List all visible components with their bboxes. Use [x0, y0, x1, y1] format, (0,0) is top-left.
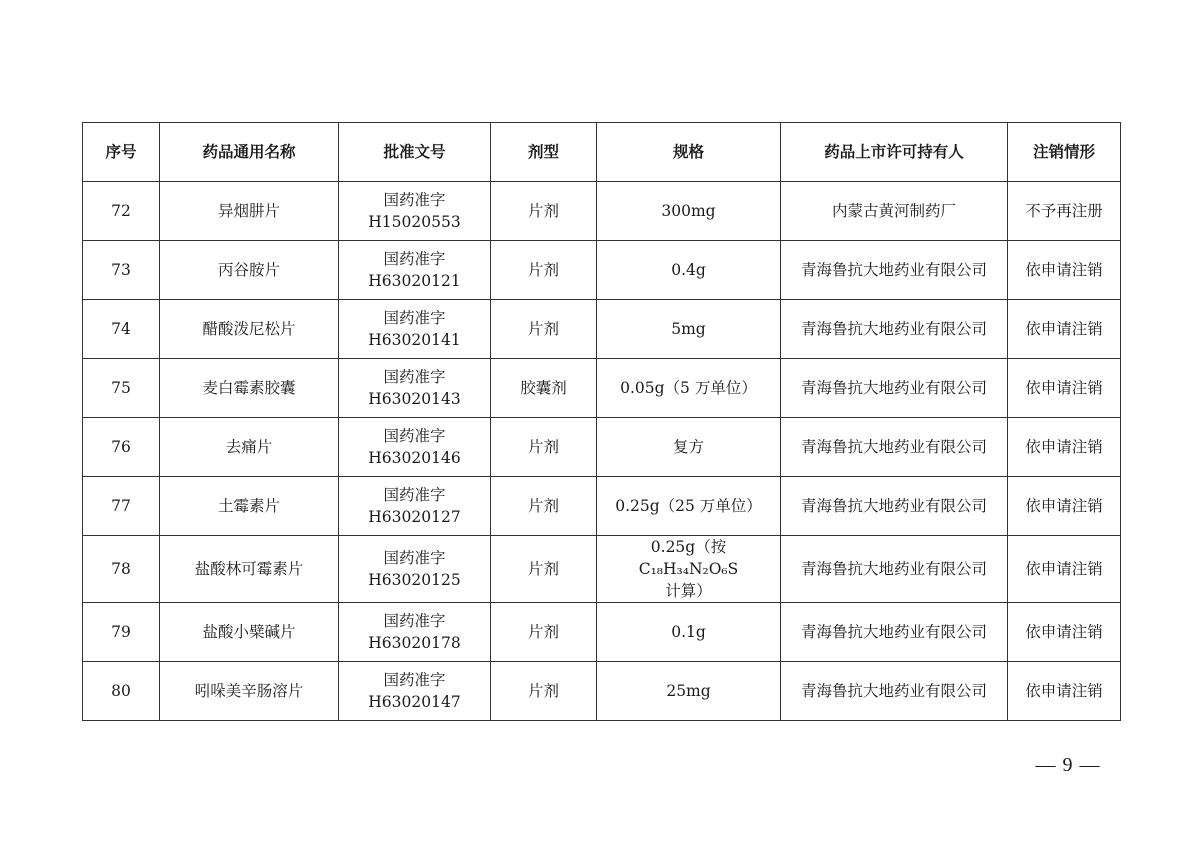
drug-name-cell-text: 盐酸小檗碱片	[202, 623, 296, 641]
license-holder-cell-text: 青海鲁抗大地药业有限公司	[800, 560, 987, 578]
drug-name-cell-text: 麦白霉素胶囊	[202, 379, 296, 397]
row-number-cell-text: 74	[111, 320, 131, 338]
drug-cancellation-table	[82, 122, 1121, 721]
cancellation-status-cell	[1008, 241, 1121, 300]
dosage-form-cell	[491, 418, 597, 477]
approval-number-cell-text: H15020553	[368, 213, 461, 231]
dosage-form-cell-text: 片剂	[527, 560, 559, 578]
approval-number-cell-text: 国药准字	[383, 612, 446, 630]
cancellation-status-cell-text: 依申请注销	[1025, 438, 1103, 456]
row-number-cell-text: 78	[111, 560, 131, 578]
row-number-cell	[83, 241, 160, 300]
specification-cell-text: 5mg	[671, 320, 706, 338]
license-holder-cell	[781, 241, 1008, 300]
dosage-form-cell	[491, 603, 597, 662]
cancellation-status-cell-text: 依申请注销	[1025, 682, 1103, 700]
license-holder-cell-text: 青海鲁抗大地药业有限公司	[800, 497, 987, 515]
drug-name-cell-text: 醋酸泼尼松片	[202, 320, 296, 338]
table-body	[83, 182, 1121, 721]
cancellation-status-cell-text: 依申请注销	[1025, 261, 1103, 279]
specification-cell	[597, 300, 781, 359]
dosage-form-cell-text: 片剂	[527, 320, 559, 338]
table-row	[83, 418, 1121, 477]
row-number-cell-text: 76	[111, 438, 131, 456]
approval-number-cell	[339, 662, 491, 721]
table-row	[83, 662, 1121, 721]
drug-name-cell-text: 丙谷胺片	[217, 261, 280, 279]
license-holder-cell	[781, 536, 1008, 603]
column-header: 药品上市许可持有人	[781, 123, 1008, 182]
drug-name-cell-text: 盐酸林可霉素片	[194, 560, 304, 578]
table-row	[83, 300, 1121, 359]
table-row	[83, 477, 1121, 536]
drug-name-cell	[160, 300, 339, 359]
specification-cell	[597, 418, 781, 477]
drug-name-cell	[160, 359, 339, 418]
table-row	[83, 536, 1121, 603]
approval-number-cell-text: 国药准字	[383, 309, 446, 327]
approval-number-cell	[339, 536, 491, 603]
license-holder-cell-text: 青海鲁抗大地药业有限公司	[800, 623, 987, 641]
dosage-form-cell-text: 片剂	[527, 202, 559, 220]
specification-cell	[597, 182, 781, 241]
cancellation-status-cell	[1008, 359, 1121, 418]
table-row	[83, 359, 1121, 418]
approval-number-cell-text: 国药准字	[383, 427, 446, 445]
specification-cell	[597, 241, 781, 300]
approval-number-cell-text: H63020125	[368, 571, 461, 589]
license-holder-cell	[781, 359, 1008, 418]
specification-cell	[597, 603, 781, 662]
column-header: 注销情形	[1008, 123, 1121, 182]
dosage-form-cell-text: 片剂	[527, 497, 559, 515]
approval-number-cell	[339, 603, 491, 662]
dosage-form-cell	[491, 300, 597, 359]
cancellation-status-cell	[1008, 418, 1121, 477]
row-number-cell-text: 72	[111, 202, 131, 220]
drug-name-cell	[160, 662, 339, 721]
row-number-cell	[83, 477, 160, 536]
license-holder-cell-text: 青海鲁抗大地药业有限公司	[800, 682, 987, 700]
dosage-form-cell-text: 片剂	[527, 438, 559, 456]
dosage-form-cell	[491, 359, 597, 418]
row-number-cell	[83, 662, 160, 721]
approval-number-cell-text: 国药准字	[383, 486, 446, 504]
approval-number-cell	[339, 418, 491, 477]
dosage-form-cell-text: 片剂	[527, 623, 559, 641]
approval-number-cell-text: 国药准字	[383, 671, 446, 689]
drug-name-cell-text: 土霉素片	[217, 497, 280, 515]
row-number-cell	[83, 603, 160, 662]
dosage-form-cell	[491, 662, 597, 721]
approval-number-cell-text: H63020141	[368, 331, 461, 349]
dosage-form-cell-text: 胶囊剂	[520, 379, 567, 397]
license-holder-cell-text: 内蒙古黄河制药厂	[831, 202, 956, 220]
table-row	[83, 603, 1121, 662]
dosage-form-cell-text: 片剂	[527, 682, 559, 700]
row-number-cell	[83, 359, 160, 418]
cancellation-status-cell-text: 依申请注销	[1025, 320, 1103, 338]
specification-cell-text: 0.1g	[671, 623, 706, 641]
drug-name-cell	[160, 536, 339, 603]
drug-name-cell	[160, 241, 339, 300]
cancellation-status-cell-text: 依申请注销	[1025, 623, 1103, 641]
approval-number-cell	[339, 477, 491, 536]
approval-number-cell-text: H63020178	[368, 634, 461, 652]
approval-number-cell	[339, 241, 491, 300]
drug-name-cell-text: 异烟肼片	[217, 202, 280, 220]
dosage-form-cell-text: 片剂	[527, 261, 559, 279]
row-number-cell	[83, 536, 160, 603]
column-header: 药品通用名称	[160, 123, 339, 182]
cancellation-status-cell-text: 依申请注销	[1025, 379, 1103, 397]
approval-number-cell-text: 国药准字	[383, 250, 446, 268]
specification-cell-text: 25mg	[666, 682, 711, 700]
dosage-form-cell	[491, 477, 597, 536]
license-holder-cell	[781, 182, 1008, 241]
specification-cell-text: 0.25g（按 C₁₈H₃₄N₂O₆S	[638, 538, 739, 578]
row-number-cell-text: 79	[111, 623, 131, 641]
column-header: 序号	[83, 123, 160, 182]
drug-name-cell-text: 吲哚美辛肠溶片	[194, 682, 304, 700]
approval-number-cell-text: H63020127	[368, 508, 461, 526]
approval-number-cell-text: 国药准字	[383, 549, 446, 567]
license-holder-cell	[781, 603, 1008, 662]
cancellation-status-cell-text: 依申请注销	[1025, 560, 1103, 578]
drug-name-cell	[160, 603, 339, 662]
specification-cell-text: 300mg	[661, 202, 716, 220]
approval-number-cell	[339, 182, 491, 241]
approval-number-cell-text: H63020143	[368, 390, 461, 408]
page-number: — 9 —	[1035, 754, 1101, 776]
cancellation-status-cell	[1008, 603, 1121, 662]
drug-name-cell	[160, 418, 339, 477]
approval-number-cell-text: 国药准字	[383, 368, 446, 386]
row-number-cell-text: 80	[111, 682, 131, 700]
row-number-cell-text: 75	[111, 379, 131, 397]
drug-name-cell	[160, 182, 339, 241]
license-holder-cell-text: 青海鲁抗大地药业有限公司	[800, 438, 987, 456]
specification-cell-text: 0.05g（5 万单位）	[620, 379, 757, 397]
specification-cell-text: 0.4g	[671, 261, 706, 279]
row-number-cell-text: 77	[111, 497, 131, 515]
drug-name-cell	[160, 477, 339, 536]
approval-number-cell-text: H63020146	[368, 449, 461, 467]
cancellation-status-cell	[1008, 662, 1121, 721]
specification-cell-text: 计算）	[665, 582, 712, 600]
cancellation-status-cell-text: 不予再注册	[1025, 202, 1103, 220]
cancellation-status-cell	[1008, 300, 1121, 359]
column-header: 规格	[597, 123, 781, 182]
row-number-cell	[83, 182, 160, 241]
dosage-form-cell	[491, 241, 597, 300]
specification-cell	[597, 477, 781, 536]
row-number-cell	[83, 300, 160, 359]
table-row	[83, 241, 1121, 300]
license-holder-cell	[781, 418, 1008, 477]
column-header: 剂型	[491, 123, 597, 182]
approval-number-cell-text: H63020121	[368, 272, 461, 290]
drug-name-cell-text: 去痛片	[225, 438, 273, 456]
cancellation-status-cell-text: 依申请注销	[1025, 497, 1103, 515]
specification-cell	[597, 536, 781, 603]
approval-number-cell-text: H63020147	[368, 693, 461, 711]
license-holder-cell-text: 青海鲁抗大地药业有限公司	[800, 261, 987, 279]
approval-number-cell	[339, 300, 491, 359]
specification-cell	[597, 662, 781, 721]
cancellation-status-cell	[1008, 477, 1121, 536]
license-holder-cell	[781, 477, 1008, 536]
specification-cell	[597, 359, 781, 418]
dosage-form-cell	[491, 182, 597, 241]
table-header-row	[83, 123, 1121, 182]
specification-cell-text: 复方	[672, 438, 704, 456]
cancellation-status-cell	[1008, 182, 1121, 241]
approval-number-cell	[339, 359, 491, 418]
license-holder-cell-text: 青海鲁抗大地药业有限公司	[800, 379, 987, 397]
license-holder-cell	[781, 300, 1008, 359]
dosage-form-cell	[491, 536, 597, 603]
specification-cell-text: 0.25g（25 万单位）	[615, 497, 762, 515]
cancellation-status-cell	[1008, 536, 1121, 603]
license-holder-cell	[781, 662, 1008, 721]
row-number-cell	[83, 418, 160, 477]
table-row	[83, 182, 1121, 241]
column-header: 批准文号	[339, 123, 491, 182]
row-number-cell-text: 73	[111, 261, 131, 279]
approval-number-cell-text: 国药准字	[383, 191, 446, 209]
license-holder-cell-text: 青海鲁抗大地药业有限公司	[800, 320, 987, 338]
